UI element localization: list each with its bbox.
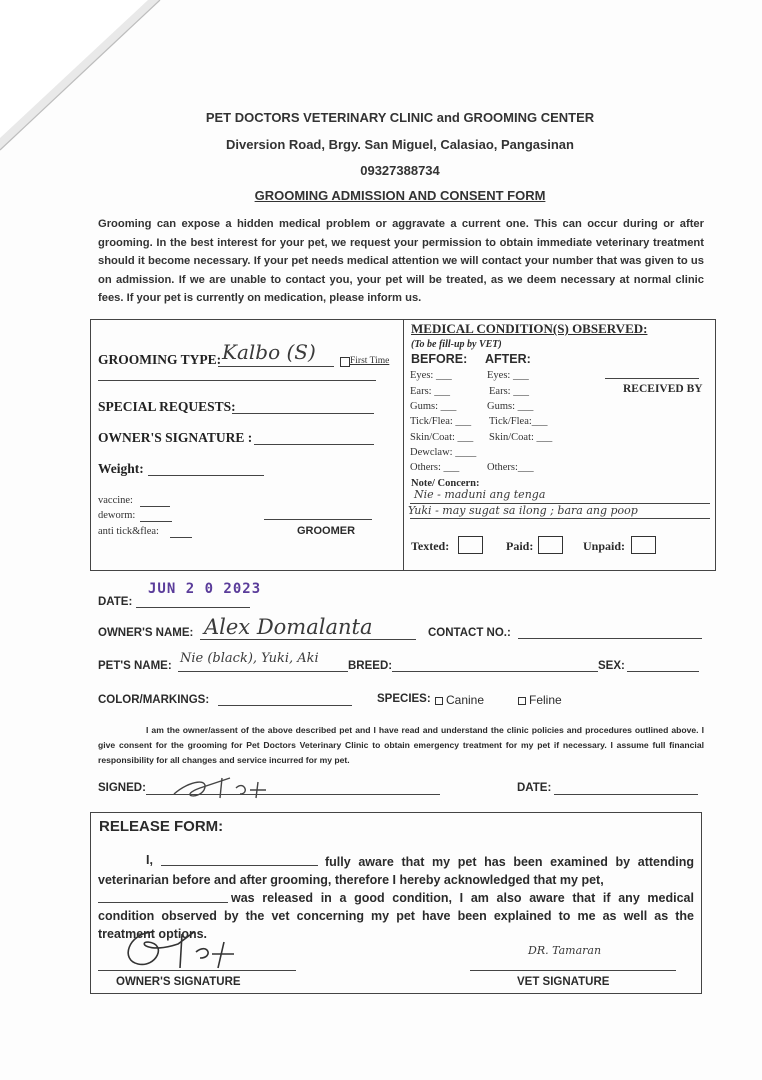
anti-tick-line (170, 537, 192, 538)
release-i-label: I, (146, 853, 153, 867)
canine-checkbox[interactable] (435, 697, 443, 705)
clinic-phone: 09327388734 (360, 163, 440, 178)
clinic-address: Diversion Road, Brgy. San Miguel, Calasiao, Pangasinan (226, 137, 574, 152)
form-title: GROOMING ADMISSION AND CONSENT FORM (254, 188, 546, 203)
after-ears: Ears: ___ (489, 386, 529, 397)
feline-label: Feline (529, 693, 562, 707)
first-time-checkbox[interactable] (340, 357, 350, 367)
before-skincoat: Skin/Coat: ___ (410, 432, 474, 443)
paid-label: Paid: (506, 539, 534, 553)
breed-line (392, 671, 598, 672)
after-eyes: Eyes: ___ (487, 370, 529, 381)
consent-paragraph: I am the owner/assent of the above described pet and I have read and understand the clinic policies and procedures outlined above. I give consent for the grooming for Pet Doctors Veterinary Clinic to obtain emergency treatment for my pet if necessary. I assume full financial responsibility for all changes and service incurred for my pet. (98, 725, 704, 765)
feline-checkbox[interactable] (518, 697, 526, 705)
after-gums: Gums: ___ (487, 401, 534, 412)
paid-checkbox[interactable] (538, 536, 563, 554)
release-title: RELEASE FORM: (99, 818, 224, 835)
release-paragraph-2: was released in a good condition, I am also aware that if any medical condition observed by the vet concerning my pet have been explained to me as well as the treatment options. (98, 891, 694, 941)
unpaid-label: Unpaid: (583, 539, 626, 553)
groomer-label: GROOMER (297, 525, 356, 537)
pet-name-label: PET'S NAME: (98, 660, 172, 672)
grooming-type-label: GROOMING TYPE: (98, 352, 222, 367)
owner-name-label: OWNER'S NAME: (98, 627, 194, 639)
breed-label: BREED: (348, 660, 393, 672)
release-owner-signature-scribble (118, 924, 248, 972)
special-requests-label: SPECIAL REQUESTS: (98, 399, 236, 414)
before-gums: Gums: ___ (410, 401, 457, 412)
before-ears: Ears: ___ (410, 386, 450, 397)
date-label: DATE: (98, 596, 133, 608)
vaccine-label: vaccine: (98, 495, 133, 506)
grooming-type-line (218, 366, 334, 367)
vet-sig-label: VET SIGNATURE (517, 976, 610, 988)
before-eyes: Eyes: ___ (410, 370, 452, 381)
deworm-label: deworm: (98, 510, 136, 521)
received-by-line (605, 378, 699, 379)
first-time-label: First Time (350, 356, 390, 366)
special-requests-line (232, 413, 374, 414)
clinic-name: PET DOCTORS VETERINARY CLINIC and GROOMING CENTER (205, 110, 595, 125)
after-label: AFTER: (485, 352, 531, 366)
signed-date-label: DATE: (517, 782, 552, 794)
sex-line (627, 671, 699, 672)
pet-name-value[interactable]: Nie (black), Yuki, Aki (180, 651, 319, 666)
anti-tick-label: anti tick&flea: (98, 526, 159, 537)
section-divider (403, 319, 404, 571)
owner-name-value[interactable]: Alex Domalanta (204, 615, 373, 639)
intro-paragraph: Grooming can expose a hidden medical problem or aggravate a current one. This can occur during or after grooming. In the best interest for your pet, we request your permission to obtain immediate veterinary treatment should it become necessary. If your pet needs medical attention we will contact your number that was given to us on admission. If we are unable to contact you, your pet will be treated, as we deem necessary at normal clinic fees. If your pet is currently on medication, please inform us. (98, 218, 704, 304)
medical-subtitle: (To be fill-up by VET) (411, 339, 502, 350)
note-line-2[interactable]: Yuki - may sugat sa ilong ; bara ang poop (408, 504, 638, 517)
pet-name-line (178, 671, 348, 672)
vet-sig-line (470, 970, 676, 971)
weight-line (148, 475, 264, 476)
before-tickflea: Tick/Flea: ___ (410, 416, 472, 427)
owner-signature-label: OWNER'S SIGNATURE : (98, 430, 253, 445)
vet-signature-value: DR. Tamaran (528, 944, 602, 957)
date-stamp: JUN 2 0 2023 (148, 581, 262, 597)
after-skincoat: Skin/Coat: ___ (489, 432, 553, 443)
unpaid-checkbox[interactable] (631, 536, 656, 554)
before-others: Others: ___ (410, 462, 460, 473)
note-line-1[interactable]: Nie - maduni ang tenga (414, 488, 546, 501)
signed-date-line (554, 794, 698, 795)
groomer-line (264, 519, 372, 520)
color-label: COLOR/MARKINGS: (98, 694, 210, 706)
species-label: SPECIES: (377, 693, 431, 705)
received-by-label: RECEIVED BY (623, 383, 703, 395)
deworm-line (140, 521, 172, 522)
texted-checkbox[interactable] (458, 536, 483, 554)
before-label: BEFORE: (411, 352, 468, 366)
canine-label: Canine (446, 693, 485, 707)
weight-label: Weight: (98, 461, 144, 476)
owner-signature-line (254, 444, 374, 445)
grooming-type-extra-line (98, 380, 376, 381)
color-line (218, 705, 352, 706)
owner-sig-line (98, 970, 296, 971)
contact-line (518, 638, 702, 639)
after-tickflea: Tick/Flea:___ (489, 416, 548, 427)
before-dewclaw: Dewclaw: ____ (410, 447, 477, 458)
sex-label: SEX: (598, 660, 625, 672)
signed-label: SIGNED: (98, 782, 146, 794)
grooming-type-value[interactable]: Kalbo (S) (222, 340, 316, 364)
contact-label: CONTACT NO.: (428, 627, 511, 639)
note-label: Note/ Concern: (411, 478, 480, 489)
signed-line (146, 794, 440, 795)
release-paragraph-1: fully aware that my pet has been examined by attending veterinarian before and after grooming, therefore I hereby acknowledged that my pet, (98, 855, 694, 887)
medical-title: MEDICAL CONDITION(S) OBSERVED: (411, 321, 648, 336)
after-others: Others:___ (487, 462, 534, 473)
owner-name-line (200, 639, 416, 640)
vaccine-line (140, 506, 170, 507)
texted-label: Texted: (411, 539, 450, 553)
note-underline-2 (410, 518, 710, 519)
owner-sig-label: OWNER'S SIGNATURE (116, 976, 241, 988)
owner-signature-scribble (170, 772, 290, 802)
date-line (136, 607, 250, 608)
